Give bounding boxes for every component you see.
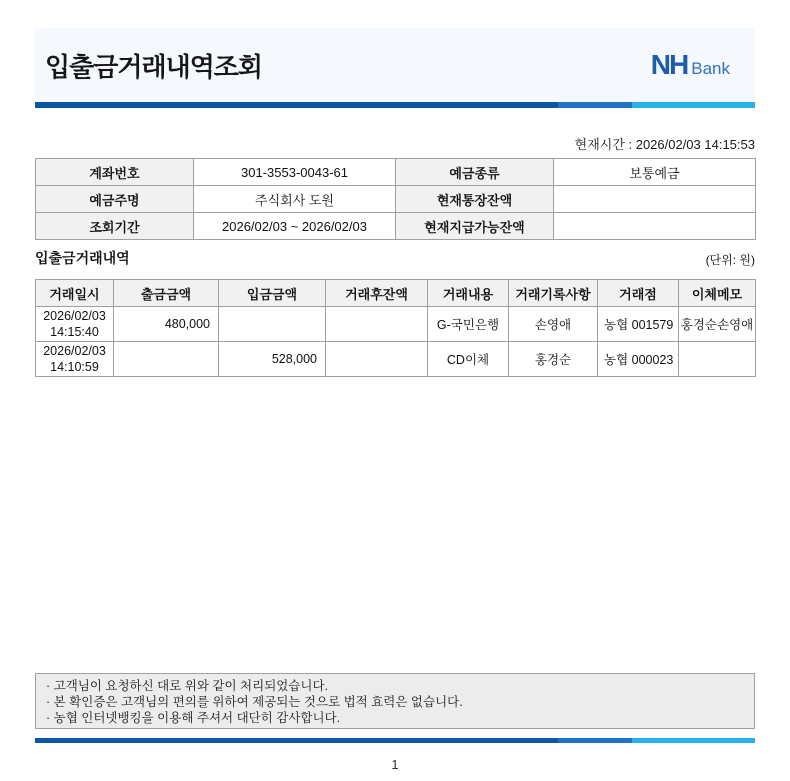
- account-info-row: [36, 213, 756, 240]
- accent-segment-light: [632, 738, 755, 743]
- account-info-row: [36, 159, 756, 186]
- account-number-label: 계좌번호: [36, 159, 194, 186]
- cell-deposit: 528,000: [219, 342, 326, 377]
- account-info-table: [35, 158, 756, 240]
- transaction-date: 2026/02/03: [43, 309, 106, 323]
- nh-logo-mark: NH: [650, 49, 688, 80]
- transaction-row: [36, 342, 756, 377]
- deposit-type-label: 예금종류: [396, 159, 554, 186]
- col-memo: 이체메모: [679, 280, 756, 307]
- footer-note: · 농협 인터넷뱅킹을 이용해 주셔서 대단히 감사합니다.: [46, 711, 341, 725]
- cell-memo: 홍경순손영애: [679, 307, 756, 342]
- transaction-time: 14:10:59: [50, 360, 99, 374]
- cell-branch: 농협 000023: [598, 342, 679, 377]
- footer-notes-box: [35, 673, 755, 729]
- col-datetime: 거래일시: [36, 280, 114, 307]
- col-description: 거래내용: [428, 280, 509, 307]
- footer-note: · 본 확인증은 고객님의 편의를 위하여 제공되는 것으로 법적 효력은 없습니다.: [46, 695, 463, 709]
- transaction-row: [36, 307, 756, 342]
- current-balance-value: [554, 186, 756, 213]
- header-accent-line: [35, 102, 755, 108]
- transaction-header-row: [36, 280, 756, 307]
- cell-branch: 농협 001579: [598, 307, 679, 342]
- transaction-time: 14:15:40: [50, 325, 99, 339]
- col-record: 거래기록사항: [509, 280, 598, 307]
- cell-datetime: [36, 307, 114, 342]
- account-info-row: [36, 186, 756, 213]
- cell-withdrawal: 480,000: [114, 307, 219, 342]
- deposit-type-value: 보통예금: [554, 159, 756, 186]
- col-balance-after: 거래후잔액: [326, 280, 428, 307]
- cell-description: CD이체: [428, 342, 509, 377]
- accent-segment-light: [632, 102, 755, 108]
- col-deposit: 입금금액: [219, 280, 326, 307]
- transaction-section-header: [35, 252, 755, 268]
- cell-datetime: [36, 342, 114, 377]
- document-header: [35, 28, 755, 102]
- account-number-value: 301-3553-0043-61: [194, 159, 396, 186]
- cell-record: 손영애: [509, 307, 598, 342]
- footer-note: · 고객님이 요청하신 대로 위와 같이 처리되었습니다.: [46, 679, 329, 693]
- accent-segment-medium: [558, 738, 632, 743]
- accent-segment-dark: [35, 102, 558, 108]
- transaction-table: [35, 279, 756, 377]
- transaction-date: 2026/02/03: [43, 344, 106, 358]
- cell-deposit: [219, 307, 326, 342]
- holder-name-label: 예금주명: [36, 186, 194, 213]
- inquiry-period-label: 조회기간: [36, 213, 194, 240]
- inquiry-period-value: 2026/02/03 ~ 2026/02/03: [194, 213, 396, 240]
- page-title: 입출금거래내역조회: [45, 51, 263, 82]
- cell-balance-after: [326, 307, 428, 342]
- cell-memo: [679, 342, 756, 377]
- available-balance-label: 현재지급가능잔액: [396, 213, 554, 240]
- current-balance-label: 현재통장잔액: [396, 186, 554, 213]
- col-withdrawal: 출금금액: [114, 280, 219, 307]
- nh-bank-logo: [651, 49, 730, 81]
- accent-segment-medium: [558, 102, 632, 108]
- cell-description: G-국민은행: [428, 307, 509, 342]
- page-number: 1: [391, 757, 399, 772]
- footer-accent-line: [35, 738, 755, 743]
- accent-segment-dark: [35, 738, 558, 743]
- nh-logo-text: Bank: [691, 59, 730, 78]
- holder-name-value: 주식회사 도원: [194, 186, 396, 213]
- col-branch: 거래점: [598, 280, 679, 307]
- cell-balance-after: [326, 342, 428, 377]
- unit-label: (단위: 원): [705, 253, 755, 267]
- current-time-label: 현재시간 : 2026/02/03 14:15:53: [574, 137, 755, 152]
- cell-record: 홍경순: [509, 342, 598, 377]
- section-title: 입출금거래내역: [35, 250, 130, 266]
- cell-withdrawal: [114, 342, 219, 377]
- available-balance-value: [554, 213, 756, 240]
